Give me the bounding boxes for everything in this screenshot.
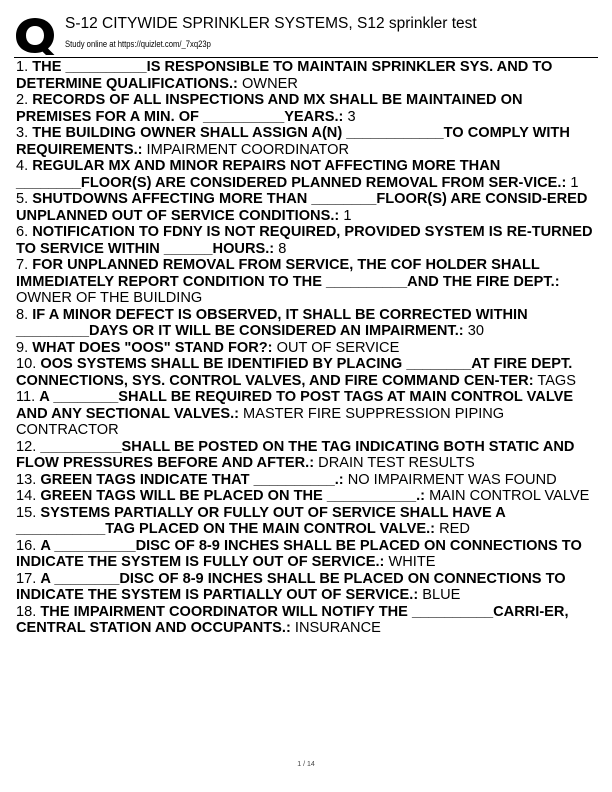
item-number: 6.	[16, 224, 29, 240]
item-number: 7.	[16, 257, 29, 273]
item-question: REGULAR MX AND MINOR REPAIRS NOT AFFECTING MORE THAN ________FLOOR(S) ARE CONSIDERED PLANNED REMOVAL FROM SER-VICE.:	[16, 158, 567, 191]
item-answer: OWNER	[241, 75, 298, 92]
item-answer: IMPAIRMENT COORDINATOR	[146, 141, 349, 158]
item-question: IF A MINOR DEFECT IS OBSERVED, IT SHALL BE CORRECTED WITHIN _________DAYS OR IT WILL BE CONSIDERED AN IMPAIRMENT.:	[16, 306, 528, 339]
item-number: 2.	[16, 92, 29, 108]
item-number: 8.	[16, 306, 29, 323]
flashcard-item	[16, 340, 598, 357]
flashcard-item	[16, 389, 598, 439]
item-number: 9.	[16, 339, 29, 356]
item-answer: OUT OF SERVICE	[276, 339, 400, 356]
flashcard-item	[16, 125, 598, 158]
header-divider	[14, 57, 598, 58]
item-answer: TAGS	[537, 372, 577, 389]
item-number: 18.	[16, 603, 37, 620]
item-answer: DRAIN TEST RESULTS	[318, 455, 475, 471]
flashcard-item	[16, 307, 598, 340]
item-question: __________SHALL BE POSTED ON THE TAG INDICATING BOTH STATIC AND FLOW PRESSURES BEFORE AND AFTER.:	[16, 438, 575, 471]
page-number: 1 / 14	[297, 761, 315, 768]
item-number: 4.	[16, 158, 29, 174]
quizlet-logo-icon	[14, 16, 58, 56]
item-answer: 1	[343, 207, 352, 224]
flashcard-item	[16, 356, 598, 389]
item-question: NOTIFICATION TO FDNY IS NOT REQUIRED, PROVIDED SYSTEM IS RE-TURNED TO SERVICE WITHIN ______HOURS.:	[16, 224, 593, 257]
flashcard-item	[16, 224, 598, 257]
item-answer: WHITE	[388, 554, 436, 570]
flashcard-item	[16, 257, 598, 307]
item-number: 11.	[16, 389, 36, 405]
item-answer: MAIN CONTROL VALVE	[429, 488, 590, 504]
item-number: 16.	[16, 537, 37, 554]
item-question: SHUTDOWNS AFFECTING MORE THAN ________FLOOR(S) ARE CONSID-ERED UNPLANNED OUT OF SERVICE CONDITIONS.:	[16, 191, 588, 224]
flashcard-list	[16, 59, 598, 637]
study-online-link[interactable]: Study online at https://quizlet.com/_7xq23p	[65, 39, 211, 49]
item-question: THE __________IS RESPONSIBLE TO MAINTAIN SPRINKLER SYS. AND TO DETERMINE QUALIFICATIONS.:	[16, 59, 553, 92]
item-answer: MASTER FIRE SUPPRESSION PIPING CONTRACTOR	[16, 405, 505, 438]
document-header	[14, 14, 600, 58]
item-question: THE BUILDING OWNER SHALL ASSIGN A(N) ____________TO COMPLY WITH REQUIREMENTS.:	[16, 125, 570, 158]
item-question: WHAT DOES "OOS" STAND FOR?:	[32, 339, 273, 356]
flashcard-item	[16, 538, 598, 571]
item-question: A __________DISC OF 8-9 INCHES SHALL BE PLACED ON CONNECTIONS TO INDICATE THE SYSTEM IS FULLY OUT OF SERVICE.:	[16, 537, 582, 570]
flashcard-item	[16, 158, 598, 191]
item-number: 10.	[16, 356, 37, 372]
document-title: S-12 CITYWIDE SPRINKLER SYSTEMS, S12 sprinkler test	[65, 15, 477, 32]
flashcard-item	[16, 59, 598, 92]
item-question: THE IMPAIRMENT COORDINATOR WILL NOTIFY THE __________CARRI-ER, CENTRAL STATION AND OCCUPANTS.:	[16, 603, 569, 636]
item-answer: 30	[467, 323, 484, 339]
item-question: OOS SYSTEMS SHALL BE IDENTIFIED BY PLACING ________AT FIRE DEPT. CONNECTIONS, SYS. CONTROL VALVES, AND FIRE COMMAND CEN-TER:	[16, 356, 573, 389]
item-answer: INSURANCE	[294, 620, 381, 636]
item-number: 14.	[16, 488, 37, 504]
flashcard-item	[16, 191, 598, 224]
item-answer: RED	[439, 521, 470, 537]
item-answer: NO IMPAIRMENT WAS FOUND	[347, 471, 557, 488]
item-answer: 8	[278, 240, 287, 257]
item-number: 15.	[16, 504, 37, 521]
item-answer: 1	[570, 174, 579, 191]
item-number: 5.	[16, 191, 29, 207]
item-number: 13.	[16, 471, 37, 488]
flashcard-item	[16, 488, 598, 505]
item-question: SYSTEMS PARTIALLY OR FULLY OUT OF SERVICE SHALL HAVE A ___________TAG PLACED ON THE MAIN CONTROL VALVE.:	[16, 504, 506, 537]
item-question: GREEN TAGS WILL BE PLACED ON THE ___________.:	[40, 488, 426, 504]
item-answer: BLUE	[422, 587, 461, 603]
item-number: 3.	[16, 125, 29, 141]
item-question: A ________SHALL BE REQUIRED TO POST TAGS AT MAIN CONTROL VALVE AND ANY SECTIONAL VALVES.:	[16, 389, 574, 422]
item-question: RECORDS OF ALL INSPECTIONS AND MX SHALL BE MAINTAINED ON PREMISES FOR A MIN. OF __________YEARS.:	[16, 92, 523, 125]
flashcard-item	[16, 472, 598, 489]
flashcard-item	[16, 604, 598, 637]
item-number: 17.	[16, 570, 37, 587]
item-answer: OWNER OF THE BUILDING	[16, 290, 203, 306]
flashcard-item	[16, 571, 598, 604]
item-question: FOR UNPLANNED REMOVAL FROM SERVICE, THE COF HOLDER SHALL IMMEDIATELY REPORT CONDITION TO THE __________AND THE FIRE DEPT.:	[16, 257, 560, 290]
flashcard-item	[16, 439, 598, 472]
item-number: 1.	[16, 59, 29, 75]
item-question: GREEN TAGS INDICATE THAT __________.:	[40, 471, 344, 488]
item-number: 12.	[16, 438, 37, 455]
flashcard-item	[16, 92, 598, 125]
item-answer: 3	[347, 108, 356, 125]
item-question: A ________DISC OF 8-9 INCHES SHALL BE PLACED ON CONNECTIONS TO INDICATE THE SYSTEM IS PARTIALLY OUT OF SERVICE.:	[16, 570, 566, 603]
flashcard-item	[16, 505, 598, 538]
